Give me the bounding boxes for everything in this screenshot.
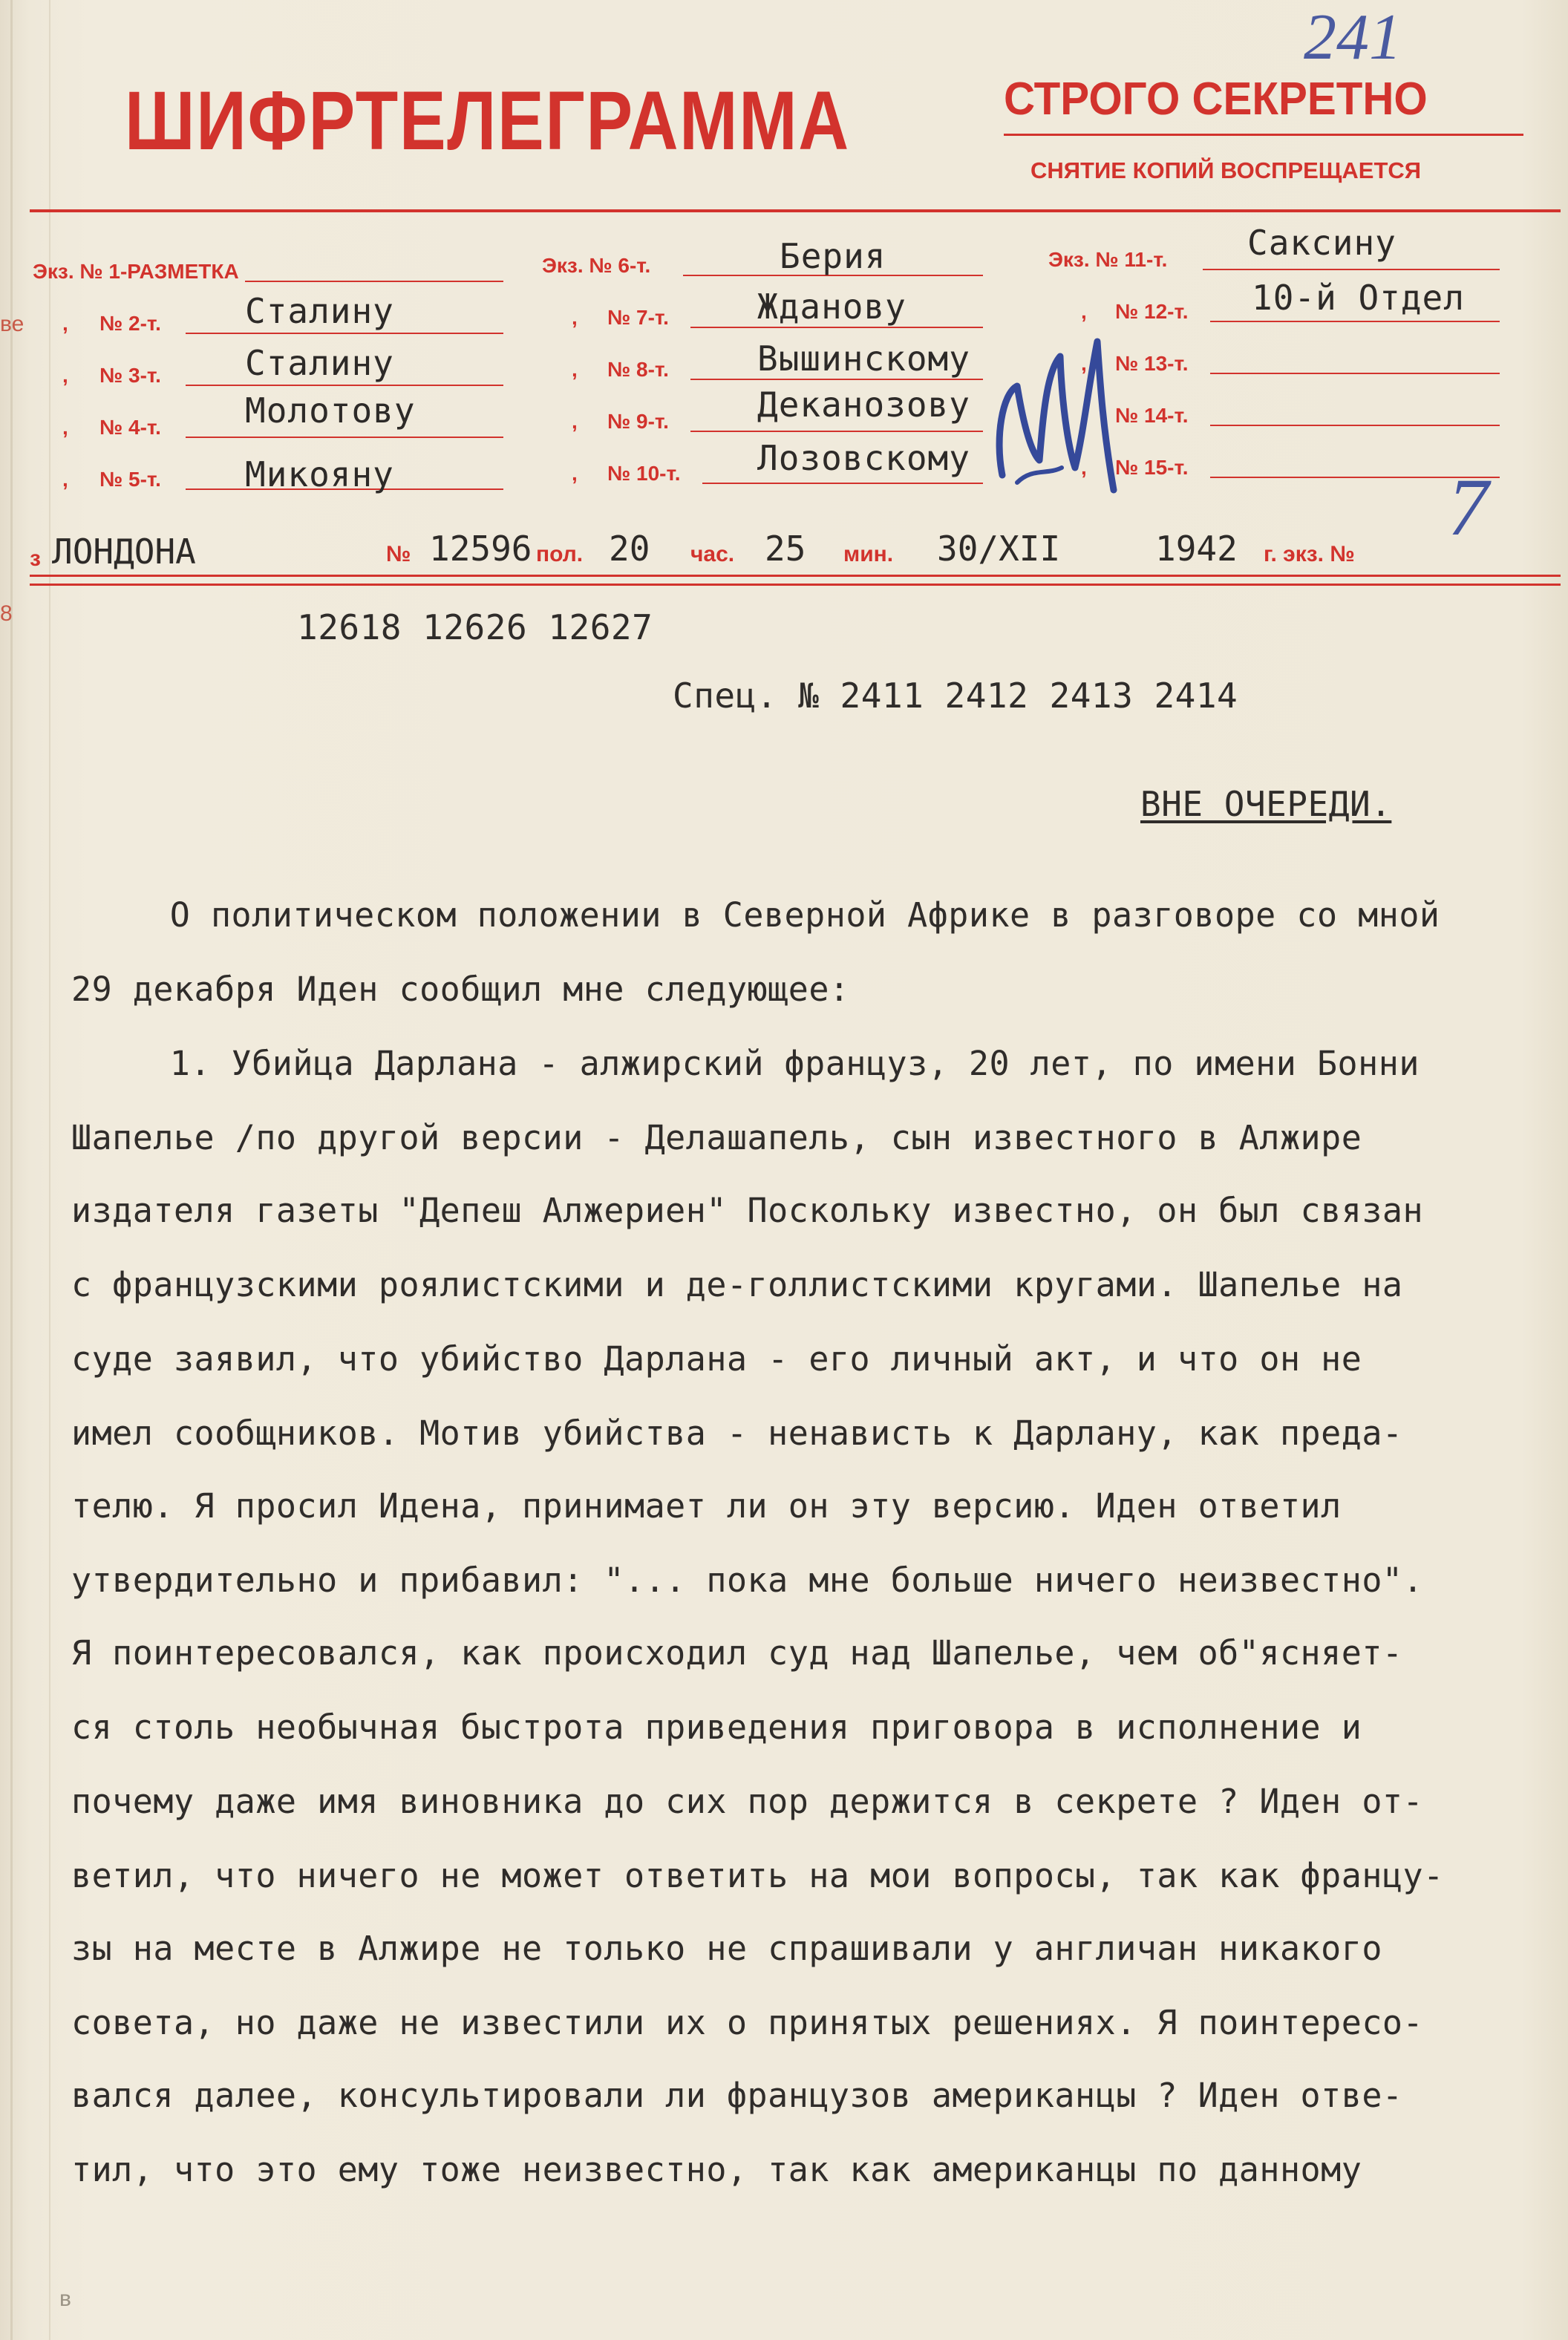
body-line: издателя газеты "Депеш Алжериен" Поскольку известно, он был связан <box>71 1191 1424 1230</box>
copy-label: № 10-т. <box>607 462 681 485</box>
copy-line <box>1203 269 1500 270</box>
copy-label: № 14-т. <box>1115 404 1189 427</box>
recipient-name: 10-й Отдел <box>1252 278 1465 318</box>
recipient-name: Вышинскому <box>757 339 970 379</box>
header-rule <box>30 209 1561 212</box>
page-number-handwritten: 241 <box>1304 1 1402 73</box>
minutes-label: мин. <box>843 542 894 566</box>
margin-mark: 8 <box>0 601 13 626</box>
copy-line <box>186 437 503 438</box>
copy-bullet: , <box>572 358 578 381</box>
handwritten-signature <box>973 327 1121 505</box>
copy-line <box>690 431 983 432</box>
copy-line <box>690 327 983 328</box>
from-label: з <box>30 546 41 571</box>
copy-label: № 12-т. <box>1115 300 1189 323</box>
hour-label: час. <box>690 542 735 566</box>
body-line: тил, что это ему тоже неизвестно, так как американцы по данному <box>71 2150 1362 2189</box>
copy-line <box>245 281 503 282</box>
copy-bullet: , <box>1081 456 1087 479</box>
body-line: с французскими роялистскими и де-голлистскими кругами. Шапелье на <box>71 1265 1403 1304</box>
copy-label: Экз. № 1-РАЗМЕТКА <box>33 260 239 283</box>
copy-label: № 8-т. <box>607 358 669 381</box>
copy-bullet: , <box>1081 352 1087 375</box>
margin-mark: ве <box>0 312 24 336</box>
recipient-name: Сталину <box>245 343 394 383</box>
copy-bullet: , <box>572 462 578 485</box>
copy-label: № 15-т. <box>1115 456 1189 479</box>
recipient-name: Сталину <box>245 291 394 331</box>
copy-label: Экз. № 6-т. <box>542 254 651 277</box>
copy-label: № 5-т. <box>99 468 161 491</box>
copy-line <box>186 333 503 334</box>
body-line: Шапелье /по другой версии - Делашапель, сын известного в Алжире <box>71 1118 1362 1157</box>
copy-label: № 9-т. <box>607 410 669 433</box>
copy-line <box>1210 321 1500 322</box>
copy-label: Экз. № 11-т. <box>1048 248 1168 271</box>
copy-label: № 7-т. <box>607 306 669 329</box>
date-value: 30/XII <box>937 529 1061 569</box>
copy-line <box>702 483 983 484</box>
body-line: утвердительно и прибавил: "... пока мне больше ничего неизвестно". <box>71 1560 1424 1600</box>
classification-stamp: СТРОГО СЕКРЕТНО <box>1004 73 1428 125</box>
body-line: 29 декабря Иден сообщил мне следующее: <box>71 970 850 1009</box>
from-city: ЛОНДОНА <box>52 532 196 572</box>
copy-bullet: , <box>572 410 578 433</box>
copy-line <box>186 385 503 386</box>
copy-number-handwritten: 7 <box>1448 462 1489 552</box>
copy-bullet: , <box>1081 404 1087 427</box>
body-line: Я поинтересовался, как происходил суд над Шапелье, чем об"ясняет- <box>71 1633 1403 1673</box>
received-label: пол. <box>536 542 584 566</box>
copy-bullet: , <box>572 306 578 329</box>
body-line: имел сообщников. Мотив убийства - ненависть к Дарлану, как преда- <box>71 1414 1403 1453</box>
source-rule <box>30 584 1561 586</box>
recipient-name: Саксину <box>1247 223 1396 263</box>
copy-bullet: , <box>62 416 68 439</box>
paper-fold-line <box>49 0 50 2340</box>
reference-numbers: 12618 12626 12627 <box>297 607 653 647</box>
body-line: ся столь необычная быстрота приведения приговора в исполнение и <box>71 1707 1362 1747</box>
copy-bullet: , <box>1081 300 1087 323</box>
margin-mark: в <box>59 2287 71 2311</box>
copy-number-label: г. экз. № <box>1264 542 1355 566</box>
copy-notice: СНЯТИЕ КОПИЙ ВОСПРЕЩАЕТСЯ <box>1030 157 1422 183</box>
message-number: 12596 <box>429 529 532 569</box>
urgency-mark: ВНЕ ОЧЕРЕДИ. <box>1140 784 1392 824</box>
copy-bullet: , <box>62 468 68 491</box>
recipient-name: Берия <box>780 236 886 276</box>
copy-line <box>1210 373 1500 374</box>
body-line: телю. Я просил Идена, принимает ли он эту версию. Иден ответил <box>71 1486 1342 1526</box>
copy-line <box>1210 425 1500 426</box>
received-hour: 20 <box>609 529 650 569</box>
special-numbers: Спец. № 2411 2412 2413 2414 <box>673 676 1238 716</box>
source-rule <box>30 575 1561 577</box>
copy-bullet: , <box>62 364 68 387</box>
body-line: 1. Убийца Дарлана - алжирский француз, 20 лет, по имени Бонни <box>108 1044 1420 1083</box>
document-title: ШИФРТЕЛЕГРАММА <box>125 74 850 167</box>
recipient-name: Молотову <box>245 390 416 431</box>
copy-bullet: , <box>62 312 68 335</box>
message-number-label: № <box>386 542 411 566</box>
recipient-name: Деканозову <box>757 385 970 425</box>
classification-underline <box>1004 134 1523 136</box>
copy-label: № 3-т. <box>99 364 161 387</box>
body-line: вался далее, консультировали ли французов американцы ? Иден отве- <box>71 2076 1403 2115</box>
copy-label: № 4-т. <box>99 416 161 439</box>
body-line: ветил, что ничего не может ответить на мои вопросы, так как францу- <box>71 1856 1444 1895</box>
recipient-name: Жданову <box>757 287 906 327</box>
copy-label: № 2-т. <box>99 312 161 335</box>
copy-line <box>690 379 983 380</box>
body-line: почему даже имя виновника до сих пор держится в секрете ? Иден от- <box>71 1782 1424 1821</box>
recipient-name: Микояну <box>245 454 394 494</box>
copy-label: № 13-т. <box>1115 352 1189 375</box>
paper-fold-line <box>10 0 13 2340</box>
body-line: совета, но даже не известили их о принятых решениях. Я поинтересо- <box>71 2003 1424 2042</box>
year-value: 1942 <box>1155 529 1238 569</box>
minutes-value: 25 <box>765 529 806 569</box>
recipient-name: Лозовскому <box>757 438 970 478</box>
body-line: зы на месте в Алжире не только не спрашивали у англичан никакого <box>71 1929 1382 1968</box>
body-line: суде заявил, что убийство Дарлана - его личный акт, и что он не <box>71 1339 1362 1379</box>
body-line: О политическом положении в Северной Африке в разговоре со мной <box>108 895 1440 935</box>
